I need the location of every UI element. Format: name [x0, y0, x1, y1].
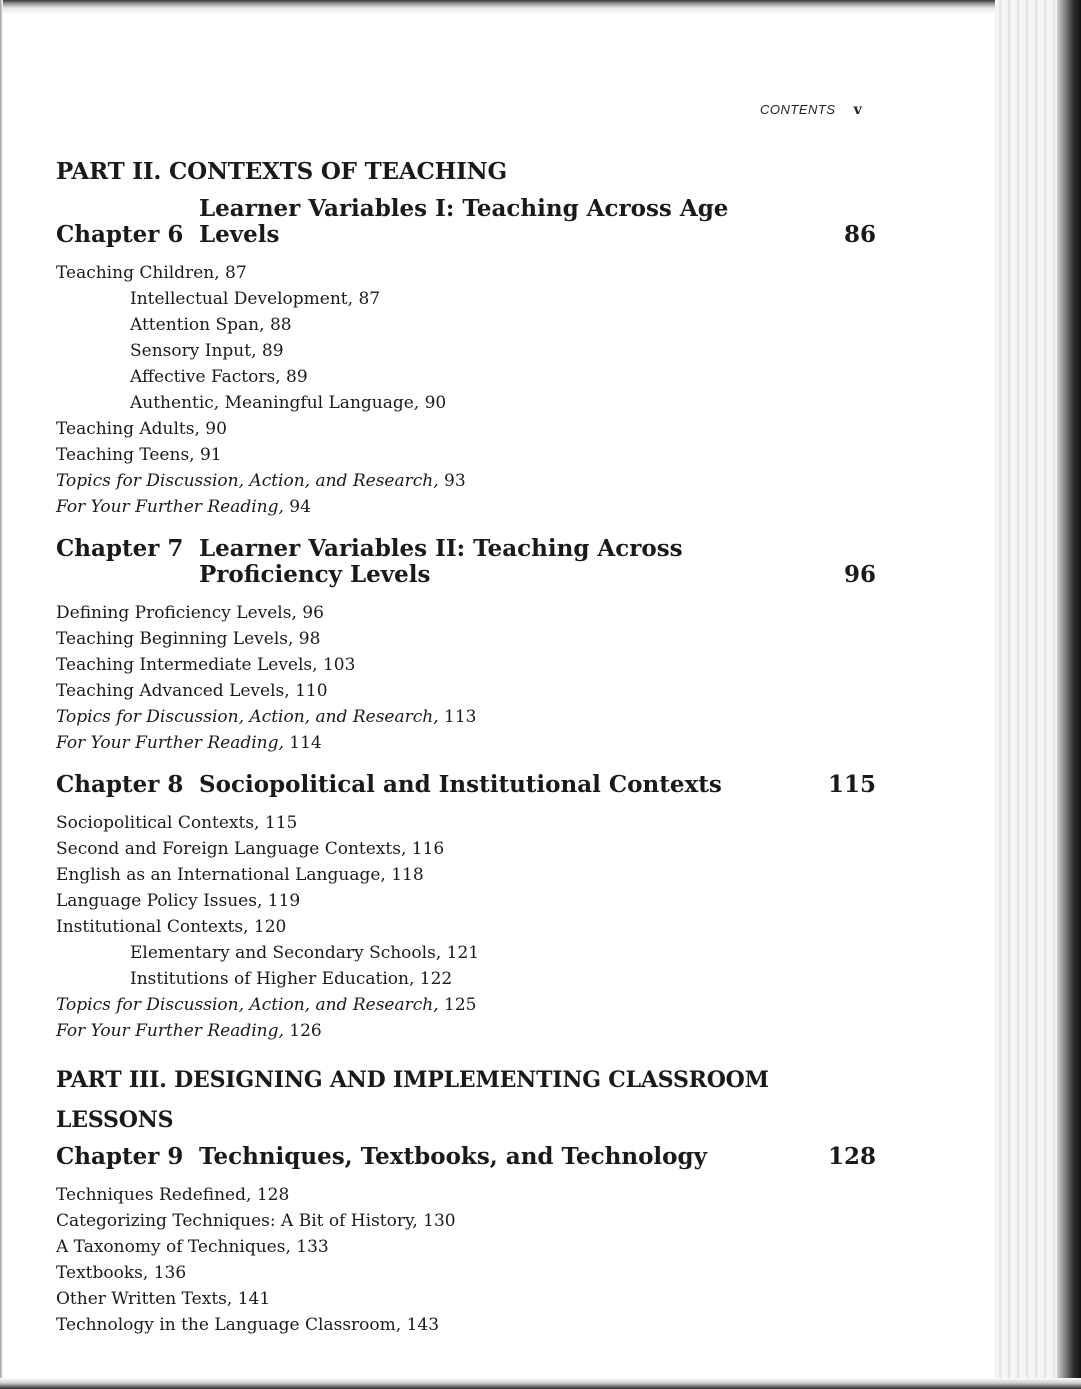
- toc-entry: [56, 600, 876, 626]
- toc-subentry: [56, 966, 876, 992]
- toc-entry-further-reading: [56, 494, 876, 520]
- entry-label: Other Written Texts,: [56, 1289, 233, 1309]
- entry-label: English as an International Language,: [56, 865, 386, 885]
- entry-page: 133: [296, 1237, 329, 1257]
- entry-label: For Your Further Reading,: [56, 497, 284, 517]
- chapter-number: Chapter 9: [56, 1143, 184, 1170]
- toc-entry: [56, 836, 876, 862]
- entry-page: 87: [358, 289, 381, 309]
- entry-label: Teaching Advanced Levels,: [56, 681, 290, 701]
- entry-label: Teaching Adults,: [56, 419, 200, 439]
- entry-page: 114: [289, 733, 322, 753]
- chapter-entries: [56, 260, 876, 520]
- chapter-page: 86: [843, 221, 876, 248]
- entry-page: 98: [298, 629, 321, 649]
- table-of-contents: [56, 152, 876, 1354]
- entry-label: Institutional Contexts,: [56, 917, 249, 937]
- entry-page: 87: [225, 263, 247, 283]
- toc-entry: [56, 652, 876, 678]
- entry-page: 121: [446, 943, 480, 963]
- entry-page: 94: [289, 497, 311, 517]
- toc-entry: [56, 1286, 876, 1312]
- entry-label: Categorizing Techniques: A Bit of History,: [56, 1211, 418, 1231]
- toc-entry-discussion: [56, 992, 876, 1018]
- chapter-title: Learner Variables I: Teaching Across Age Levels: [199, 195, 729, 248]
- entry-page: 89: [286, 367, 308, 387]
- entry-page: 128: [256, 1185, 290, 1205]
- toc-subentry: [56, 390, 876, 416]
- toc-entry-further-reading: [56, 730, 876, 756]
- chapter-heading: [56, 772, 876, 798]
- chapter-heading: [56, 196, 876, 248]
- entry-page: 90: [424, 393, 447, 413]
- entry-label: Teaching Intermediate Levels,: [56, 655, 318, 675]
- entry-label: Institutions of Higher Education,: [130, 969, 415, 989]
- running-head: [760, 102, 890, 118]
- toc-entry: [56, 626, 876, 652]
- chapter-page: 96: [843, 561, 876, 588]
- toc-entry: [56, 914, 876, 940]
- entry-label: Topics for Discussion, Action, and Research,: [56, 995, 439, 1015]
- entry-label: Language Policy Issues,: [56, 891, 263, 911]
- entry-page: 143: [406, 1315, 440, 1335]
- toc-entry-further-reading: [56, 1018, 876, 1044]
- chapter-entries: [56, 1182, 876, 1338]
- part-title: PART III. DESIGNING AND IMPLEMENTING CLASSROOM LESSONS: [56, 1067, 769, 1133]
- toc-subentry: [56, 312, 876, 338]
- entry-label: Authentic, Meaningful Language,: [130, 393, 420, 413]
- chapter-heading: [56, 1144, 876, 1170]
- entry-label: Topics for Discussion, Action, and Research,: [56, 471, 439, 491]
- entry-page: 103: [322, 655, 356, 675]
- toc-entry-discussion: [56, 704, 876, 730]
- entry-page: 126: [289, 1021, 322, 1041]
- toc-entry: [56, 1234, 876, 1260]
- toc-entry: [56, 1182, 876, 1208]
- entry-label: Teaching Children,: [56, 263, 220, 283]
- entry-page: 122: [419, 969, 453, 989]
- chapter-page: 115: [827, 771, 876, 798]
- toc-entry: [56, 1260, 876, 1286]
- chapter-number: Chapter 6: [56, 221, 184, 248]
- toc-subentry: [56, 338, 876, 364]
- entry-label: For Your Further Reading,: [56, 1021, 284, 1041]
- entry-label: Teaching Teens,: [56, 445, 195, 465]
- entry-label: Sensory Input,: [130, 341, 257, 361]
- chapter-entries: [56, 600, 876, 756]
- entry-page: 130: [423, 1211, 456, 1231]
- chapter-number: Chapter 7: [56, 535, 184, 562]
- entry-page: 110: [295, 681, 328, 701]
- scan-shadow-top: [0, 0, 1081, 14]
- entry-label: Topics for Discussion, Action, and Research,: [56, 707, 439, 727]
- toc-subentry: [56, 286, 876, 312]
- toc-entry: [56, 862, 876, 888]
- scan-shadow-bottom: [0, 1378, 1081, 1389]
- entry-page: 116: [411, 839, 445, 859]
- chapter-number: Chapter 8: [56, 771, 184, 798]
- entry-label: Second and Foreign Language Contexts,: [56, 839, 407, 859]
- entry-page: 115: [264, 813, 298, 833]
- entry-page: 88: [269, 315, 292, 335]
- entry-page: 125: [444, 995, 477, 1015]
- chapter-title: Techniques, Textbooks, and Technology: [199, 1143, 707, 1170]
- chapter-page: 128: [827, 1143, 876, 1170]
- entry-label: A Taxonomy of Techniques,: [56, 1237, 291, 1257]
- chapter-entries: [56, 810, 876, 1044]
- entry-label: Elementary and Secondary Schools,: [130, 943, 442, 963]
- entry-page: 93: [444, 471, 466, 491]
- toc-entry: [56, 678, 876, 704]
- toc-entry: [56, 888, 876, 914]
- running-head-label: CONTENTS: [760, 102, 836, 117]
- scan-shadow-left: [0, 0, 3, 1389]
- entry-page: 118: [391, 865, 424, 885]
- chapter-title-line: Proficiency Levels: [199, 561, 431, 588]
- toc-entry: [56, 810, 876, 836]
- book-page-edges: [995, 0, 1081, 1389]
- toc-entry: [56, 442, 876, 468]
- entry-label: Textbooks,: [56, 1263, 149, 1283]
- entry-page: 90: [205, 419, 227, 439]
- page-folio: v: [853, 102, 863, 118]
- entry-page: 96: [302, 603, 324, 623]
- toc-entry-discussion: [56, 468, 876, 494]
- toc-subentry: [56, 364, 876, 390]
- toc-subentry: [56, 940, 876, 966]
- entry-label: Technology in the Language Classroom,: [56, 1315, 402, 1335]
- entry-page: 113: [444, 707, 477, 727]
- entry-page: 91: [199, 445, 222, 465]
- entry-label: Teaching Beginning Levels,: [56, 629, 294, 649]
- entry-page: 119: [267, 891, 301, 911]
- chapter-title-line: Learner Variables II: Teaching Across: [199, 535, 683, 562]
- chapter-heading: [56, 536, 876, 588]
- toc-entry: [56, 260, 876, 286]
- chapter-title: Sociopolitical and Institutional Contexts: [199, 771, 722, 798]
- entry-page: 141: [237, 1289, 271, 1309]
- toc-entry: [56, 1312, 876, 1338]
- entry-label: For Your Further Reading,: [56, 733, 284, 753]
- toc-entry: [56, 416, 876, 442]
- entry-label: Attention Span,: [130, 315, 265, 335]
- entry-page: 120: [253, 917, 287, 937]
- part-title: PART II. CONTEXTS OF TEACHING: [56, 158, 507, 185]
- entry-label: Defining Proficiency Levels,: [56, 603, 297, 623]
- entry-label: Techniques Redefined,: [56, 1185, 252, 1205]
- entry-page: 136: [153, 1263, 187, 1283]
- entry-page: 89: [261, 341, 284, 361]
- entry-label: Affective Factors,: [130, 367, 281, 387]
- entry-label: Intellectual Development,: [130, 289, 354, 309]
- entry-label: Sociopolitical Contexts,: [56, 813, 260, 833]
- toc-entry: [56, 1208, 876, 1234]
- chapter-title: [199, 536, 816, 588]
